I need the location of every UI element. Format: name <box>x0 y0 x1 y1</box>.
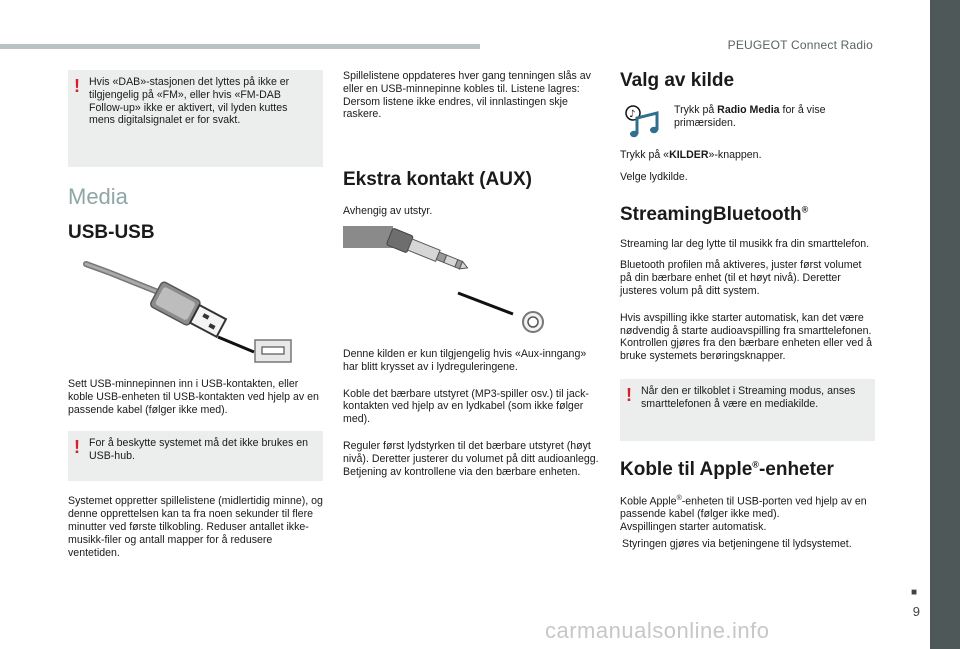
kilder-post: »-knappen. <box>708 149 762 161</box>
aux-volume: Reguler først lydstyrken til det bærbare utstyret (høyt nivå). Deretter justerer du volumet på ditt audioanlegg. <box>343 439 599 465</box>
dab-warning-note <box>68 70 323 167</box>
aux-availability: Denne kilden er kun tilgjengelig hvis «Aux-inngang» har blitt krysset av i lydreguleringene. <box>343 347 587 373</box>
side-tab <box>930 0 960 649</box>
usb-hub-warning-note <box>68 431 323 481</box>
usb-plug-illustration <box>68 252 323 372</box>
usb-hub-warning-text: For å beskytte systemet må det ikke brukes en USB-hub. <box>89 437 309 463</box>
apple-controls: Styringen gjøres via betjeningene til lydsystemet. <box>622 537 852 550</box>
exclamation-icon: ! <box>626 384 632 405</box>
bt-control-info: Kontrollen gjøres fra den bærbare enheten eller ved å bruke systemets berøringsknapper. <box>620 337 873 363</box>
tap-pre: Trykk på <box>674 104 718 116</box>
radio-media-label: Radio Media <box>717 104 780 116</box>
aux-connect: Koble det bærbare utstyret (MP3-spiller osv.) til jack-kontakten ved hjelp av en lydkabel (som ikke følger med). <box>343 387 589 426</box>
music-note-icon <box>623 104 661 140</box>
usb-heading: USB-USB <box>68 222 155 243</box>
streaming-note-text: Når den er tilkoblet i Streaming modus, anses smarttelefonen å være en mediakilde. <box>641 384 856 410</box>
exclamation-icon: ! <box>74 437 80 458</box>
exclamation-icon: ! <box>74 76 80 96</box>
header-rule <box>0 44 480 49</box>
column-3 <box>620 70 875 551</box>
playlist-info: Systemet oppretter spillelistene (midlertidig minne), og denne opprettelsen kan ta fra noen sekunder til flere minutter ved første tilkobling. Reduser antallet ikke-musikk-filer og antall mapper for å redusere ventetiden. <box>68 495 323 559</box>
kilder-label: KILDER <box>669 149 709 161</box>
bluetooth-heading: StreamingBluetooth® <box>620 203 809 225</box>
usb-instructions: Sett USB-minnepinnen inn i USB-kontakten, eller koble USB-enheten til USB-kontakten ved hjelp av en passende kabel (følger ikke med). <box>68 378 319 416</box>
tap-post: for å vise primærsiden. <box>674 104 826 129</box>
svg-text:♪: ♪ <box>629 109 636 120</box>
aux-jack-illustration <box>343 226 601 338</box>
aux-heading: Ekstra kontakt (AUX) <box>343 169 532 191</box>
media-title: Media <box>68 184 128 209</box>
bt-autostart-info: Hvis avspilling ikke starter automatisk, kan det være nødvendig å starte audioavspilling fra smarttelefonen. <box>620 311 872 337</box>
playlist-update: Spillelistene oppdateres hver gang tenningen slås av eller en USB-minnepinne kobles til. Listene lagres: Dersom listene ikke endres, vil innlastingen skje raskere. <box>343 70 591 121</box>
source-heading: Valg av kilde <box>620 70 735 91</box>
bt-profile-info: Bluetooth profilen må aktiveres, juster først volumet på din bærbare enhet (til et høyt nivå). Deretter justeres volum på ditt system. <box>620 259 862 297</box>
radio-media-instruction <box>620 104 875 144</box>
column-2 <box>343 70 601 478</box>
bt-streaming-info: Streaming lar deg lytte til musikk fra din smarttelefon. <box>620 237 870 250</box>
column-1 <box>68 70 323 559</box>
select-source: Velge lydkilde. <box>620 170 688 183</box>
dab-warning-text: Hvis «DAB»-stasjonen det lyttes på ikke er tilgjengelig på «FM», eller hvis «FM-DAB Follow-up» ikke er aktivert, vil lyden kuttes mens digitalsignalet er for svakt. <box>89 76 290 127</box>
streaming-note <box>620 379 875 441</box>
aux-subtitle: Avhengig av utstyr. <box>343 205 433 218</box>
page-marker: ■ <box>910 587 917 598</box>
watermark: carmanualsonline.info <box>545 618 770 643</box>
apple-connect: Koble Apple®-enheten til USB-porten ved hjelp av en passende kabel (følger ikke med). <box>620 494 867 521</box>
kilder-pre: Trykk på « <box>620 149 670 161</box>
apple-heading: Koble til Apple®-enheter <box>620 458 834 480</box>
aux-controls: Betjening av kontrollene via den bærbare enheten. <box>343 465 581 478</box>
header-title: PEUGEOT Connect Radio <box>727 38 873 52</box>
apple-autoplay: Avspillingen starter automatisk. <box>620 521 767 534</box>
page-number: 9 <box>912 604 920 619</box>
